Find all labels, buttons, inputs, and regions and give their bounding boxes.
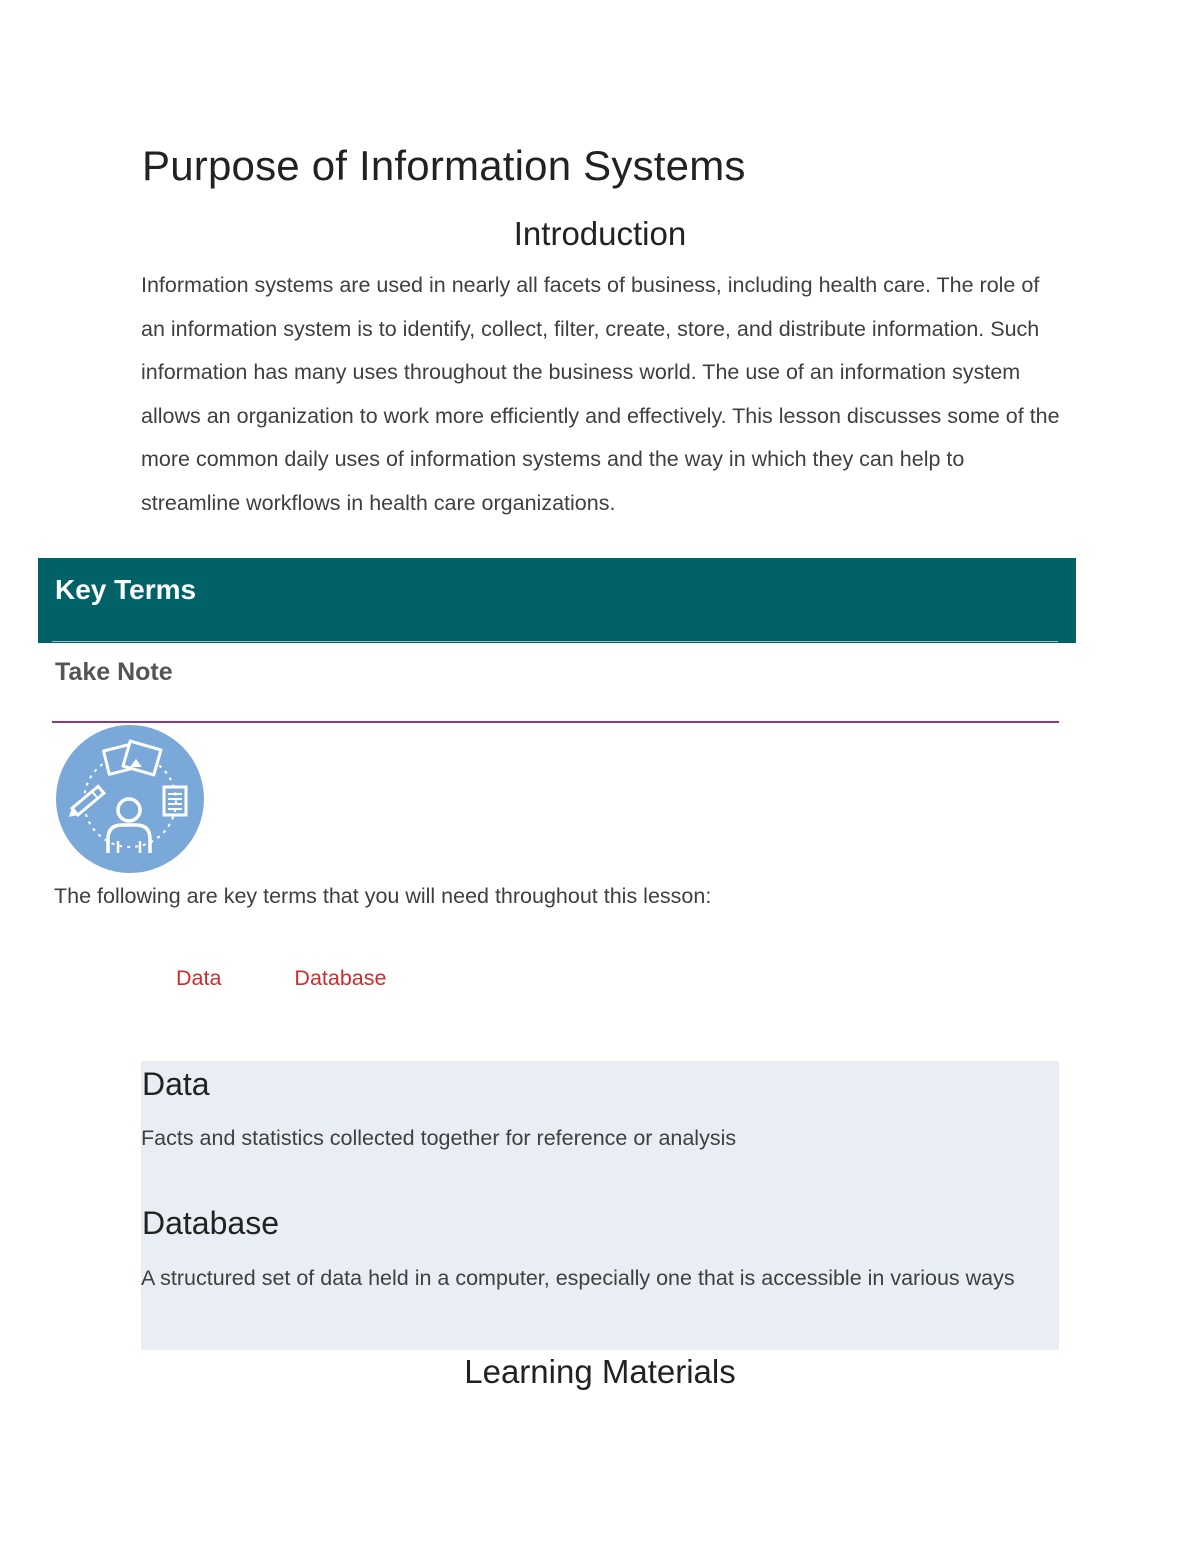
- definition-text-database: A structured set of data held in a computer, especially one that is accessible in various ways: [141, 1266, 1015, 1290]
- key-terms-title: Key Terms: [55, 574, 197, 605]
- term-link-database[interactable]: Database: [294, 966, 387, 990]
- introduction-paragraph: Information systems are used in nearly all facets of business, including health care. The role of an information system is to identify, collect, filter, create, store, and distribute information. Such information has many uses throughout the business world. The use of an information system allows an organization to work more efficiently and effectively. This lesson discusses some of the more common daily uses of information systems and the way in which they can help to streamline workflows in health care organizations.: [141, 273, 1060, 515]
- learning-materials-heading: Learning Materials: [464, 1353, 736, 1390]
- take-note-heading: Take Note: [55, 658, 173, 686]
- definition-text-data: Facts and statistics collected together for reference or analysis: [141, 1126, 737, 1150]
- take-note-divider: [52, 721, 1059, 723]
- key-terms-banner: [38, 558, 1076, 643]
- definitions-panel: [141, 1061, 1059, 1350]
- key-terms-intro: The following are key terms that you will need throughout this lesson:: [54, 884, 712, 908]
- study-materials-icon: [56, 725, 204, 873]
- key-term-links: [176, 966, 386, 991]
- banner-divider: [52, 641, 1058, 642]
- definition-term-database: Database: [142, 1205, 279, 1241]
- introduction-heading: Introduction: [513, 215, 687, 252]
- definition-term-data: Data: [142, 1066, 210, 1102]
- term-link-data[interactable]: Data: [176, 966, 222, 990]
- page-title: Purpose of Information Systems: [142, 142, 746, 189]
